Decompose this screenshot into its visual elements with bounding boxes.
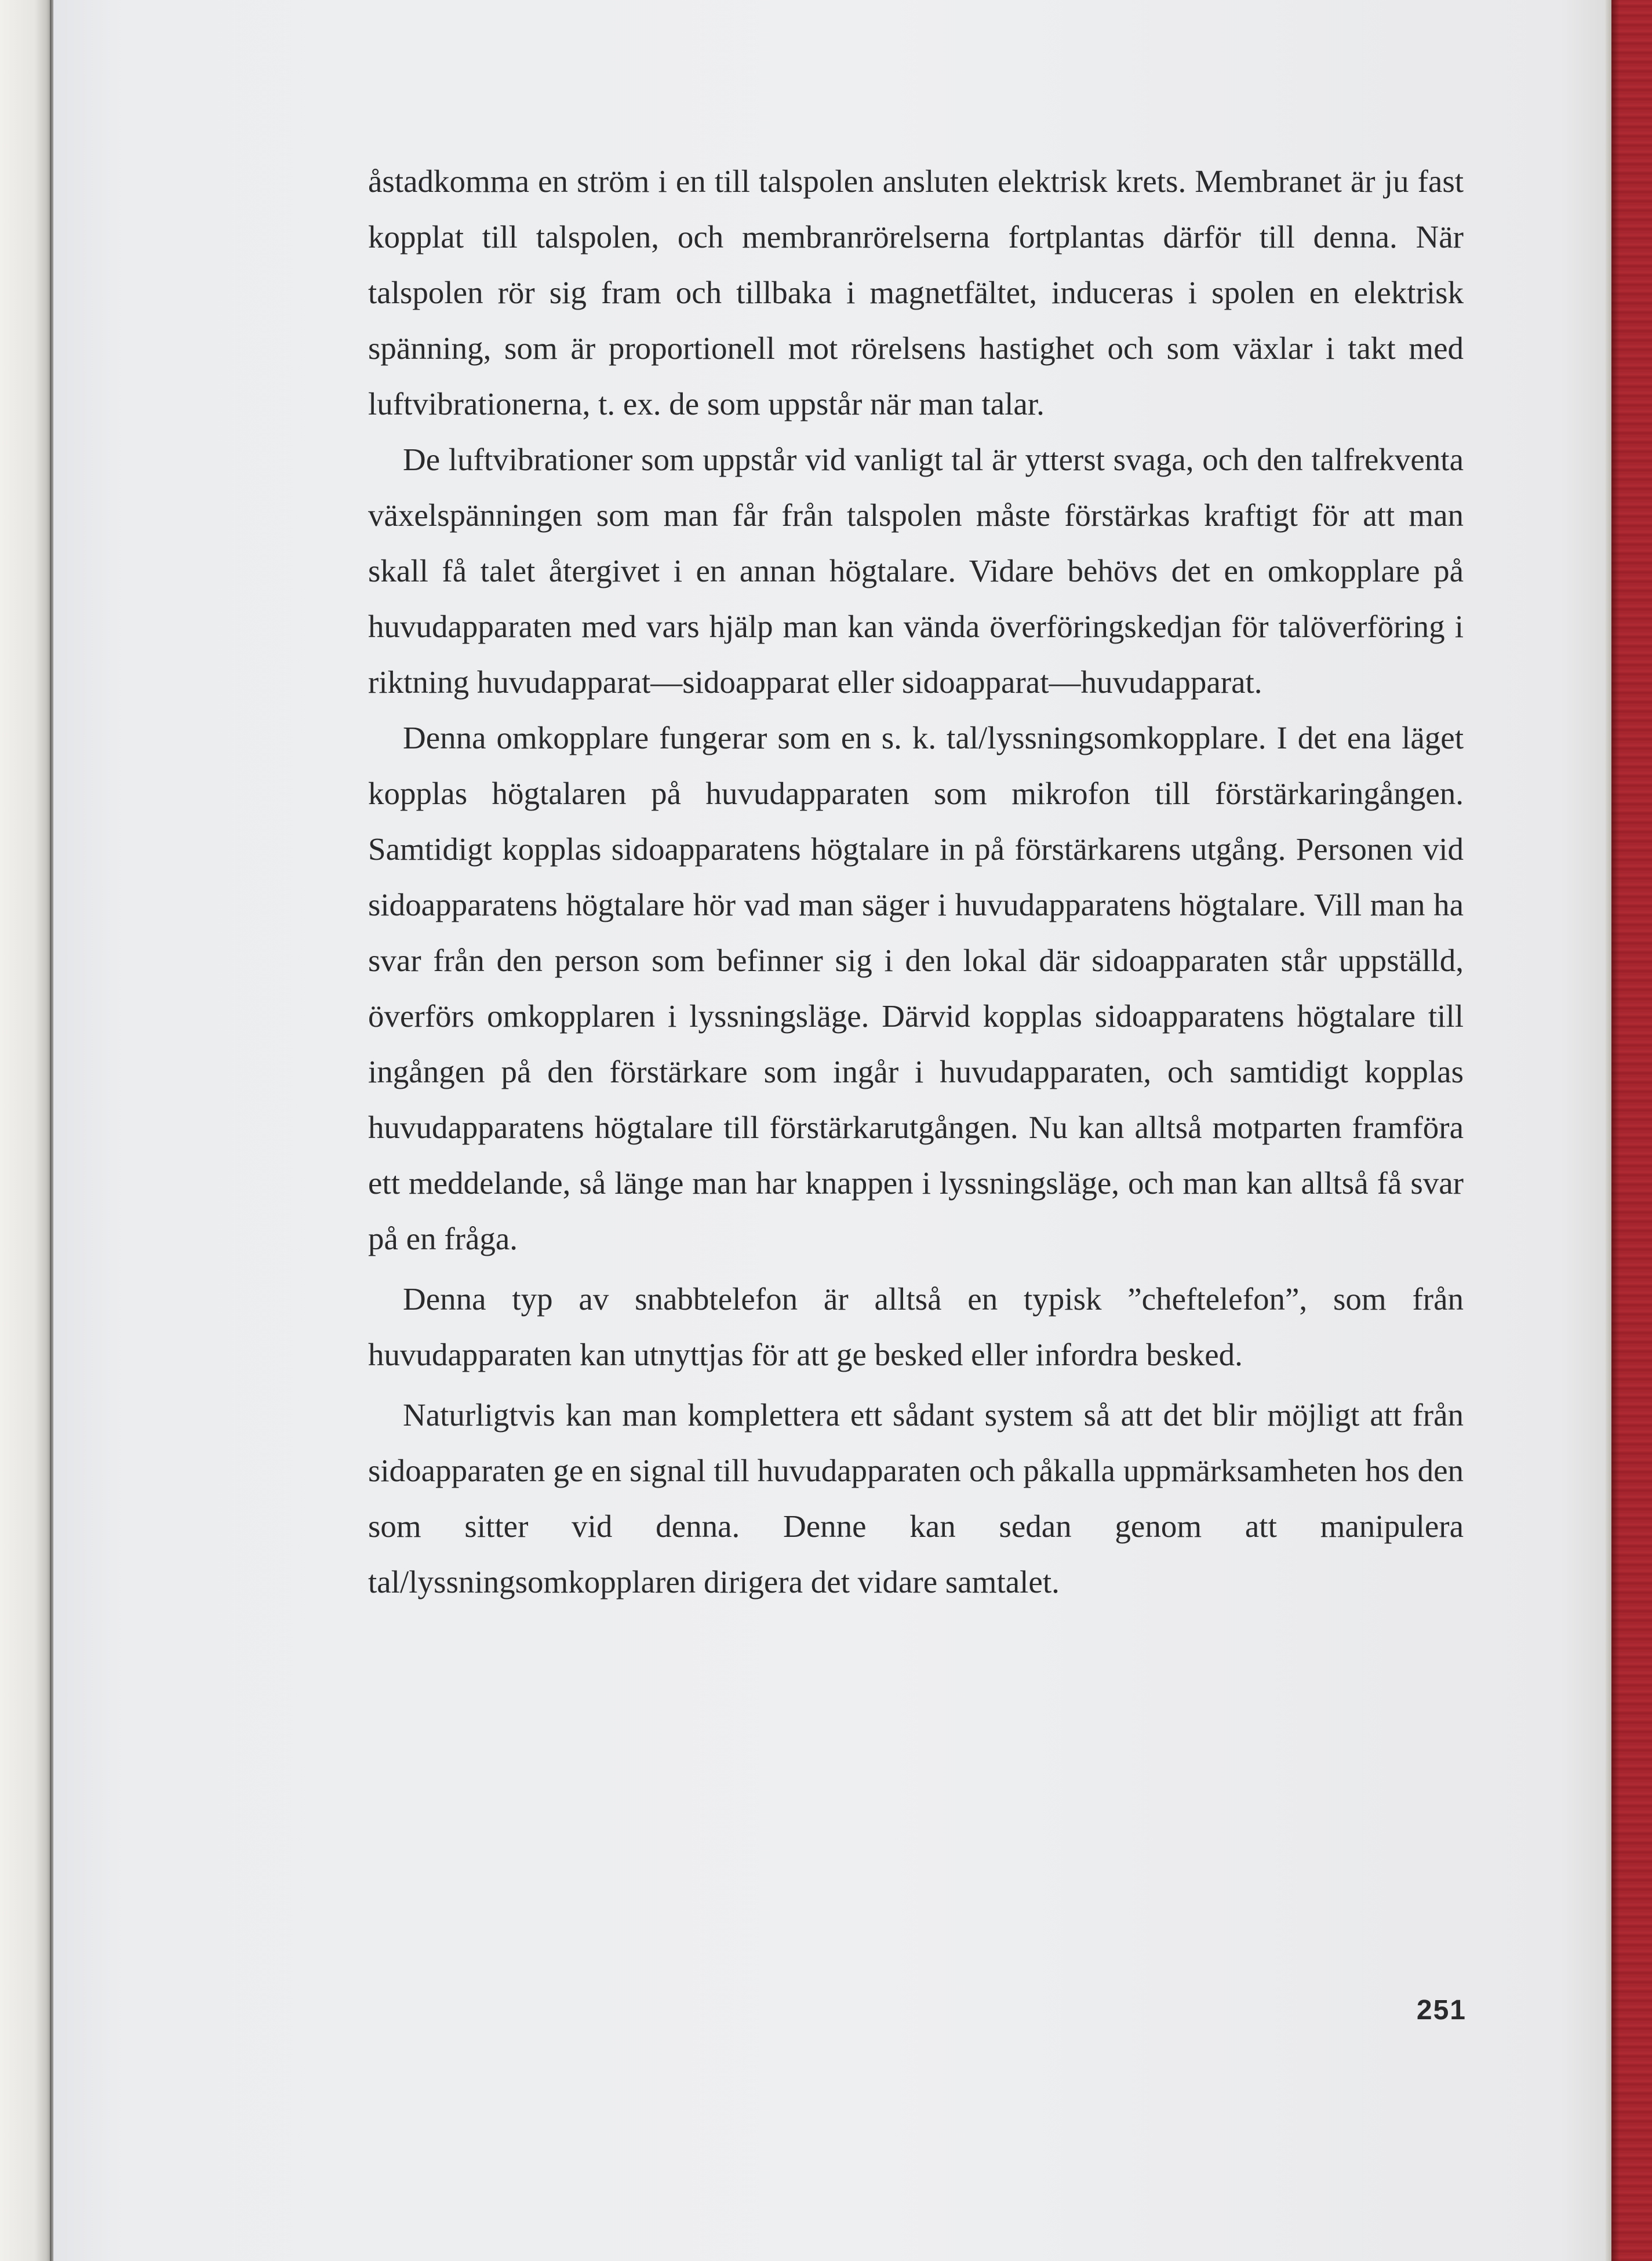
paragraph-3: Denna omkopplare fungerar som en s. k. tal/lyssningsomkopplare. I det ena läget kopplas högtalaren på huvudapparaten som mikrofon till förstärkaringången. Samtidigt kopplas sidoapparatens högtalare in på förstärkarens utgång. Personen vid sidoapparatens högtalare hör vad man säger i huvudapparatens högtalare. Vill man ha svar från den person som befinner sig i den lokal där sidoapparaten står uppställd, överförs omkopplaren i lyssningsläge. Därvid kopplas sidoapparatens högtalare till ingången på den förstärkare som ingår i huvudapparaten, och samtidigt kopplas huvudapparatens högtalare till förstärkarutgången. Nu kan alltså motparten framföra ett meddelande, så länge man har knappen i lyssningsläge, och man kan alltså få svar på en fråga. — [368, 720, 1464, 1256]
paragraph-2: De luftvibrationer som uppstår vid vanligt tal är ytterst svaga, och den talfrekventa växelspänningen som man får från talspolen måste förstärkas kraftigt för att man skall få talet återgivet i en annan högtalare. Vidare behövs det en omkopplare på huvudapparaten med vars hjälp man kan vända överföringskedjan för talöverföring i riktning huvudapparat—sidoapparat eller sidoapparat—huvudapparat. — [368, 442, 1464, 700]
body-text — [368, 154, 1464, 1610]
page-number: 251 — [1416, 1995, 1467, 2026]
page-edge — [1606, 0, 1611, 2261]
paragraph-5: Naturligtvis kan man komplettera ett sådant system så att det blir möjligt att från sidoapparaten ge en signal till huvudapparaten och påkalla uppmärksamheten hos den som sitter vid denna. Denne kan sedan genom att manipulera tal/lyssningsomkopplaren dirigera det vidare samtalet. — [368, 1397, 1464, 1600]
cover-shadow — [1611, 0, 1620, 2261]
binding-gutter — [0, 0, 53, 2261]
paragraph-4: Denna typ av snabbtelefon är alltså en typisk ”cheftelefon”, som från huvudapparaten kan utnyttjas för att ge besked eller infordra besked. — [368, 1281, 1464, 1372]
paragraph-1: åstadkomma en ström i en till talspolen ansluten elektrisk krets. Membranet är ju fast kopplat till talspolen, och membranrörelserna fortplantas därför till denna. När talspolen rör sig fram och tillbaka i magnetfältet, induceras i spolen en elektrisk spänning, som är proportionell mot rörelsens hastighet och som växlar i takt med luftvibrationerna, t. ex. de som uppstår när man talar. — [368, 163, 1464, 421]
binding-fold-line — [50, 0, 52, 2261]
